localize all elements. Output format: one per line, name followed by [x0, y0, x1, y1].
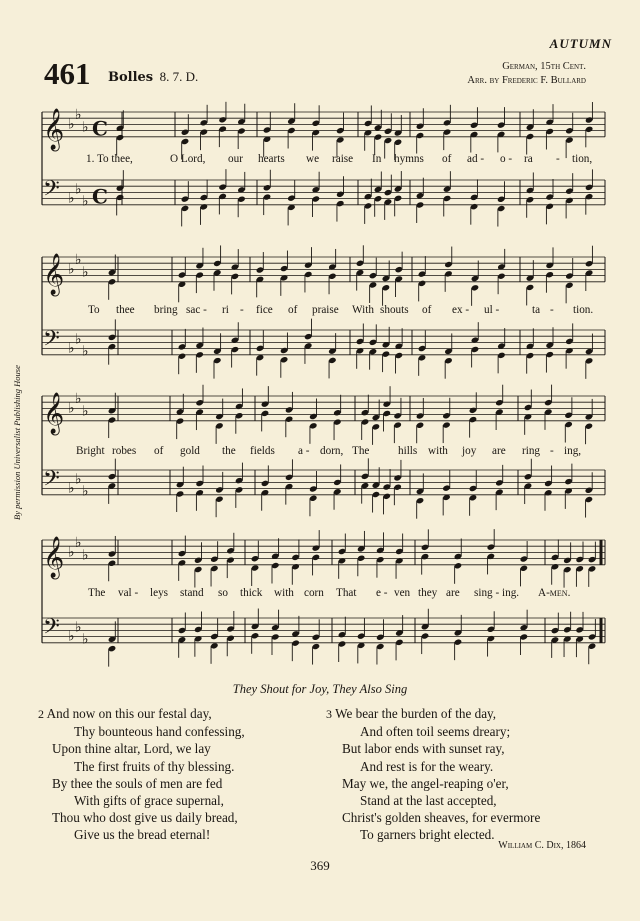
lyric-word: with: [428, 445, 448, 457]
flat-icon: ♭: [75, 619, 82, 636]
lyric-word: ul -: [484, 304, 500, 316]
lyric-word: ta: [532, 304, 541, 316]
flat-icon: ♭: [82, 631, 89, 648]
lyric-word: That: [336, 587, 357, 599]
verse-text: And now on this our festal day,: [46, 706, 212, 721]
lyric-word: corn: [304, 587, 324, 599]
author-year: 1864: [566, 840, 586, 851]
time-signature: C: [92, 184, 108, 209]
lyric-word: In: [372, 153, 382, 165]
flat-icon: ♭: [82, 547, 89, 564]
verse-line: By thee the souls of men are fed: [52, 775, 223, 791]
verse-line: The first fruits of thy blessing.: [74, 758, 235, 774]
flat-icon: ♭: [82, 343, 89, 360]
verse-line: Give us the bread eternal!: [74, 827, 211, 843]
flat-icon: ♭: [68, 400, 75, 417]
lyric-word: our: [228, 153, 243, 165]
bass-clef-icon: 𝄢: [43, 614, 60, 645]
lyric-word: tion,: [572, 153, 593, 165]
verse-line: [38, 705, 245, 723]
verse-line: But labor ends with sunset ray,: [342, 741, 505, 757]
flat-icon: ♭: [75, 331, 82, 348]
lyric-word: 1. To thee,: [86, 153, 133, 165]
arranger: Arr. by Frederic F. Bullard: [467, 75, 586, 86]
flat-icon: ♭: [68, 190, 75, 207]
lyric-word: -: [550, 304, 554, 316]
verse-line: Upon thine altar, Lord, we lay: [52, 741, 211, 757]
lyric-word: ex -: [452, 304, 470, 316]
lyric-word: val -: [118, 587, 139, 599]
lyric-word: The: [88, 587, 106, 599]
flat-icon: ♭: [82, 264, 89, 281]
author-name: William C. Dix,: [498, 840, 564, 851]
verse-line: And often toil seems dreary;: [360, 724, 511, 740]
lyric-word: hearts: [258, 153, 285, 165]
verse-line: Thou who dost give us daily bread,: [52, 810, 238, 826]
hymn-subtitle: They Shout for Joy, They Also Sing: [232, 682, 408, 696]
bass-clef-icon: 𝄢: [43, 326, 60, 357]
lyric-word: With: [352, 304, 374, 316]
lyric-word: -: [240, 304, 244, 316]
verse-number: 2: [38, 707, 44, 721]
lyric-word: we: [306, 153, 320, 165]
lyric-word: ing.: [502, 587, 520, 599]
lyric-word: gold: [180, 445, 200, 457]
lyric-word: leys: [150, 587, 169, 599]
verse-line: [326, 705, 540, 723]
lyric-word: fields: [250, 445, 275, 457]
flat-icon: ♭: [82, 119, 89, 136]
lyric-word: are: [446, 587, 460, 599]
season-heading: AUTUMN: [549, 36, 612, 51]
lyric-word: of: [442, 153, 452, 165]
verse-line: Christ's golden sheaves, for evermore: [342, 810, 541, 826]
flat-icon: ♭: [82, 483, 89, 500]
page-number: 369: [310, 858, 330, 873]
text-author: [498, 840, 586, 851]
lyric-word: joy: [462, 445, 477, 457]
tune-name: Bolles: [108, 70, 154, 85]
lyric-word: ra: [524, 153, 533, 165]
lyric-word: so: [218, 587, 228, 599]
verse-3: [326, 705, 540, 844]
verse-2: [38, 705, 245, 844]
verse-number: 3: [326, 707, 332, 721]
flat-icon: ♭: [68, 544, 75, 561]
flat-icon: ♭: [68, 628, 75, 645]
lyric-word: thick: [240, 587, 263, 599]
music-source: German, 15th Cent.: [502, 61, 586, 72]
flat-icon: ♭: [75, 391, 82, 408]
verse-text: We bear the burden of the day,: [335, 706, 497, 721]
lyric-word: they: [418, 587, 438, 599]
lyric-word: To: [88, 304, 100, 316]
lyric-word: -: [550, 445, 554, 457]
lyric-word: hymns: [394, 153, 424, 165]
lyric-word: of: [422, 304, 432, 316]
lyric-word: ri: [222, 304, 229, 316]
lyric-word: the: [222, 445, 236, 457]
lyric-word: e -: [376, 587, 388, 599]
lyric-word: thee: [116, 304, 135, 316]
flat-icon: ♭: [75, 252, 82, 269]
lyric-word: O Lord,: [170, 153, 206, 165]
lyric-word: hills: [398, 445, 418, 457]
lyric-word: o -: [500, 153, 513, 165]
lyric-word: sac -: [186, 304, 207, 316]
flat-icon: ♭: [82, 193, 89, 210]
verse-line: Stand at the last accepted,: [360, 793, 497, 809]
lyric-word: of: [288, 304, 298, 316]
verse-line: May we, the angel-reaping o'er,: [342, 775, 509, 791]
treble-clef-icon: 𝄞: [43, 108, 65, 150]
verse-line: And rest is for the weary.: [360, 758, 494, 774]
lyric-word: ing,: [564, 445, 582, 457]
lyric-word: stand: [180, 587, 204, 599]
flat-icon: ♭: [75, 535, 82, 552]
lyric-word: are: [492, 445, 506, 457]
lyric-word: Bright: [76, 445, 105, 457]
bass-clef-icon: 𝄢: [43, 466, 60, 497]
verse-line: Thy bounteous hand confessing,: [74, 724, 245, 740]
lyric-word: bring: [154, 304, 178, 316]
lyric-word: shouts: [380, 304, 409, 316]
flat-icon: ♭: [82, 403, 89, 420]
lyric-word: sing -: [474, 587, 500, 599]
verse-line: To garners bright elected.: [360, 827, 495, 843]
hymn-number: 461: [44, 56, 91, 91]
meter: 8. 7. D.: [159, 69, 199, 84]
treble-clef-icon: 𝄞: [43, 536, 65, 578]
treble-clef-icon: 𝄞: [43, 392, 65, 434]
lyric-word: ven: [394, 587, 411, 599]
time-signature: C: [92, 116, 108, 141]
flat-icon: ♭: [68, 116, 75, 133]
flat-icon: ♭: [68, 480, 75, 497]
flat-icon: ♭: [75, 181, 82, 198]
lyric-word: praise: [312, 304, 339, 316]
flat-icon: ♭: [75, 107, 82, 124]
bass-clef-icon: 𝄢: [43, 176, 60, 207]
flat-icon: ♭: [75, 471, 82, 488]
lyric-word: raise: [332, 153, 354, 165]
lyric-word: dorn,: [320, 445, 344, 457]
treble-clef-icon: 𝄞: [43, 253, 65, 295]
lyric-word: The: [352, 445, 370, 457]
flat-icon: ♭: [68, 340, 75, 357]
lyric-word: with: [274, 587, 294, 599]
amen-word: A-men.: [538, 587, 571, 599]
lyric-word: robes: [112, 445, 137, 457]
lyric-word: ring: [522, 445, 541, 457]
permission-note: By permission Universalist Publishing House: [12, 365, 22, 520]
lyric-word: tion.: [573, 304, 594, 316]
lyric-word: a -: [298, 445, 310, 457]
lyric-word: fice: [256, 304, 273, 316]
verse-line: With gifts of grace supernal,: [74, 793, 224, 809]
lyric-word: of: [154, 445, 164, 457]
lyric-word: -: [556, 153, 560, 165]
lyric-word: ad -: [467, 153, 485, 165]
flat-icon: ♭: [68, 261, 75, 278]
